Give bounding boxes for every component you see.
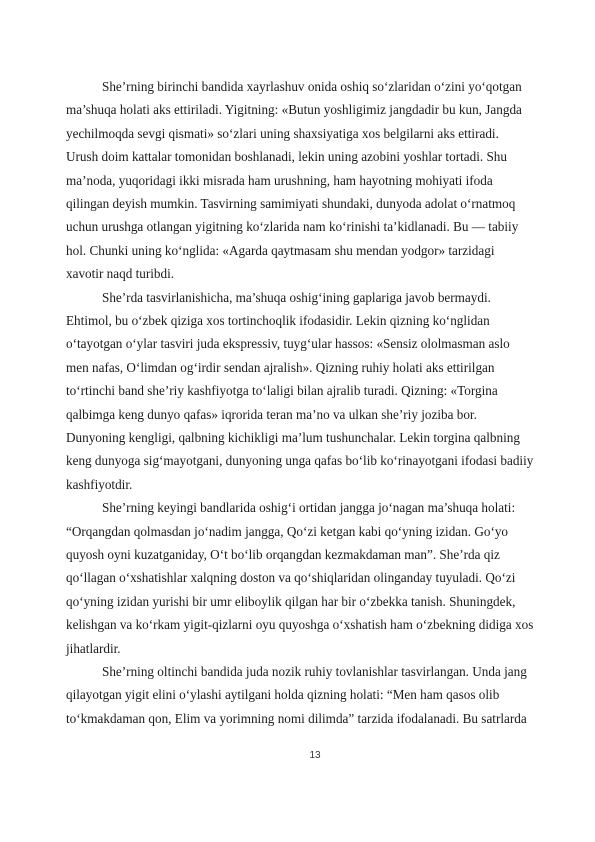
paragraph-line: qo‘yning izidan yurishi bir umr eliboylik qilgan har bir o‘zbekka tanish. Shuningdek, xyxy=(66,593,516,609)
paragraph-line: xavotir naqd turibdi. xyxy=(66,266,175,282)
paragraph-line: qalbimga keng dunyo qafas» iqrorida teran ma’no va ulkan she’riy joziba bor. xyxy=(66,406,477,422)
paragraph-line: “Orqangdan qolmasdan jo‘nadim jangga, Qo‘zi ketgan kabi qo‘yning izidan. Go‘yo xyxy=(66,523,509,539)
paragraph-line: hol. Chunki uning ko‘nglida: «Agarda qaytmasam shu mendan yodgor» tarzidagi xyxy=(66,242,495,258)
paragraph-line: yechilmoqda sevgi qismati» so‘zlari uning shaxsiyatiga xos belgilarni aks ettiradi. xyxy=(66,125,499,141)
paragraph-line: kelishgan va ko‘rkam yigit-qizlarni oyu quyoshga o‘xshatish ham o‘zbekning didiga xos xyxy=(66,617,534,633)
paragraph-line: keng dunyoga sig‘mayotgani, dunyoning unga qafas bo‘lib ko‘rinayotgani ifodasi badiiy xyxy=(66,453,534,469)
paragraph-line: qo‘llagan o‘xshatishlar xalqning doston va qo‘shiqlaridan olinganday tuyuladi. Qo‘zi xyxy=(66,570,516,586)
paragraph-first-line: She’rning oltinchi bandida juda nozik ruhiy tovlanishlar tasvirlangan. Unda jang xyxy=(102,664,527,679)
paragraph-line: Urush doim kattalar tomonidan boshlanadi, lekin uning azobini yoshlar tortadi. Shu xyxy=(66,149,507,165)
paragraph-line: ma’shuqa holati aks ettiriladi. Yigitning: «Butun yoshligimiz jangdadir bu kun, Jangda xyxy=(66,102,522,118)
paragraph-line: jihatlardir. xyxy=(66,640,121,656)
paragraph-line: to‘rtinchi band she’riy kashfiyotga to‘laligi bilan ajralib turadi. Qizning: «Torgina xyxy=(66,383,498,399)
paragraph-line: o‘tayotgan o‘ylar tasviri juda ekspressiv, tuyg‘ular hassos: «Sensiz ololmasman aslo xyxy=(66,336,510,352)
paragraph-first-line: She’rning keyingi bandlarida oshig‘i ortidan jangga jo‘nagan ma’shuqa holati: xyxy=(102,500,516,516)
paragraph-line: kashfiyotdir. xyxy=(66,476,133,492)
paragraph-line: men nafas, O‘limdan og‘irdir sendan ajralish». Qizning ruhiy holati aks ettirilgan xyxy=(66,359,495,375)
page-number: 13 xyxy=(309,750,321,761)
paragraph-line: ma’noda, yuqoridagi ikki misrada ham urushning, ham hayotning mohiyati ifoda xyxy=(66,172,493,188)
paragraph-first-line: She’rda tasvirlanishicha, ma’shuqa oshig‘ining gaplariga javob bermaydi. xyxy=(102,289,491,305)
paragraph-line: Ehtimol, bu o‘zbek qiziga xos tortinchoqlik ifodasidir. Lekin qizning ko‘nglidan xyxy=(66,313,490,328)
paragraph-first-line: She’rning birinchi bandida xayrlashuv onida oshiq so‘zlaridan o‘zini yo‘qotgan xyxy=(102,79,522,94)
paragraph-line: Dunyoning kengligi, qalbning kichikligi ma’lum tushunchalar. Lekin torgina qalbning xyxy=(66,430,520,445)
paragraph-line: uchun urushga otlangan yigitning ko‘zlarida nam ko‘rinishi ta’kidlanadi. Bu — tabiiy xyxy=(66,219,519,235)
paragraph-line: qilayotgan yigit elini o‘ylashi aytilgani holda qizning holati: “Men ham qasos olib xyxy=(66,687,500,703)
paragraph-line: quyosh oyni kuzatganiday, O‘t bo‘lib orqangdan kezmakdaman man”. She’rda qiz xyxy=(66,547,500,562)
paragraph-line: qilingan deyish mumkin. Tasvirning samimiyati shundaki, dunyoda adolat o‘rnatmoq xyxy=(66,196,516,211)
paragraph-line: to‘kmakdaman qon, Elim va yorimning nomi dilimda” tarzida ifodalanadi. Bu satrlarda xyxy=(66,710,527,726)
